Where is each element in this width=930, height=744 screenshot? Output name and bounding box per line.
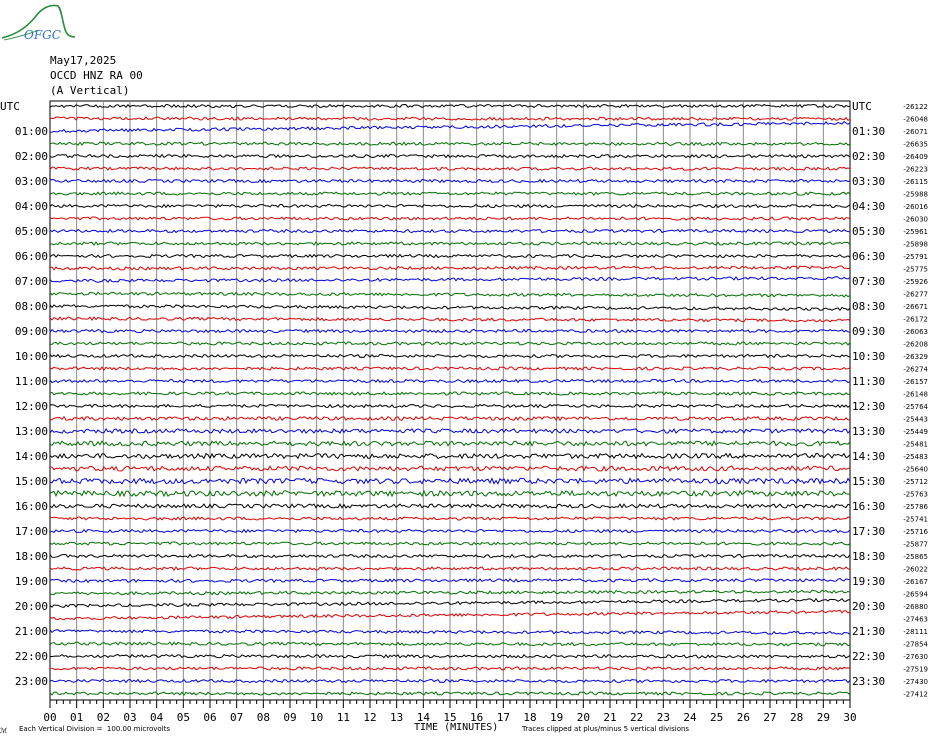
trace-offset-label: -26148 [903, 390, 928, 399]
x-tick-label: 02 [96, 711, 110, 724]
left-hour-label: 06:00 [14, 250, 48, 263]
clip-note: Traces clipped at plus/minus 5 vertical divisions [522, 725, 690, 733]
trace-offset-label: -26409 [903, 153, 928, 161]
right-halfhour-label: 18:30 [852, 550, 886, 563]
right-halfhour-label: 08:30 [852, 300, 886, 313]
right-halfhour-label: 11:30 [852, 375, 886, 388]
left-hour-label: 11:00 [14, 375, 48, 388]
left-hour-label: 04:00 [14, 200, 48, 213]
right-halfhour-label: 05:30 [852, 225, 886, 238]
right-axis-header: UTC [852, 100, 872, 113]
x-tick-label: 17 [496, 711, 510, 724]
right-halfhour-label: 07:30 [852, 275, 886, 288]
trace-offset-label: -26277 [903, 290, 928, 299]
trace-offset-label: -27463 [903, 615, 928, 624]
trace-offset-label: -27430 [903, 678, 928, 686]
x-axis-title: TIME (MINUTES) [414, 722, 499, 733]
trace-offset-label: -25763 [903, 490, 928, 499]
x-tick-label: 24 [683, 711, 697, 724]
trace-offset-label: -26208 [903, 340, 928, 349]
trace-offset-label: -25764 [903, 403, 928, 411]
right-halfhour-label: 10:30 [852, 350, 886, 363]
trace-offset-label: -25712 [903, 478, 928, 486]
x-tick-label: 06 [203, 711, 217, 724]
trace-offset-label: -26030 [903, 215, 928, 224]
right-halfhour-label: 06:30 [852, 250, 886, 263]
trace-offset-label: -25926 [903, 278, 928, 286]
logo-text: OFGC [24, 28, 61, 42]
x-tick-label: 03 [123, 711, 137, 724]
trace-offset-label: -25443 [903, 415, 928, 424]
trace-offset-label: -27519 [903, 665, 928, 674]
left-hour-label: 01:00 [14, 125, 48, 138]
x-tick-label: 11 [336, 711, 350, 724]
left-axis-header: UTC [0, 100, 20, 113]
trace-offset-label: -26115 [903, 178, 928, 186]
trace-offset-label: -26594 [903, 590, 928, 599]
right-halfhour-label: 12:30 [852, 400, 886, 413]
trace-offset-label: -26172 [903, 315, 928, 324]
trace-offset-label: -27630 [903, 653, 928, 661]
trace-offset-label: -26157 [903, 378, 928, 386]
left-hour-label: 20:00 [14, 600, 48, 613]
trace-offset-label: -25898 [903, 240, 928, 249]
trace-offset-label: -26048 [903, 115, 928, 124]
left-hour-label: 13:00 [14, 425, 48, 438]
x-tick-label: 19 [550, 711, 564, 724]
x-tick-label: 04 [150, 711, 164, 724]
chart-date: May17,2025 [50, 54, 117, 67]
left-hour-label: 16:00 [14, 500, 48, 513]
right-halfhour-label: 03:30 [852, 175, 886, 188]
right-halfhour-label: 23:30 [852, 675, 886, 688]
x-tick-label: 10 [310, 711, 324, 724]
trace-offset-label: -25640 [903, 465, 928, 474]
right-halfhour-label: 17:30 [852, 525, 886, 538]
x-tick-label: 15 [443, 711, 457, 724]
x-tick-label: 20 [576, 711, 590, 724]
right-halfhour-label: 20:30 [852, 600, 886, 613]
x-tick-label: 07 [230, 711, 244, 724]
trace-offset-label: -26671 [903, 303, 928, 311]
trace-offset-label: -25483 [903, 453, 928, 461]
component-label: (A Vertical) [50, 84, 130, 97]
vertical-division-note: Each Vertical Division = 100.00 microvolts [19, 725, 171, 733]
trace-offset-label: -26274 [903, 365, 928, 374]
left-hour-label: 14:00 [14, 450, 48, 463]
x-tick-label: 01 [70, 711, 84, 724]
x-tick-label: 09 [283, 711, 297, 724]
right-halfhour-label: 02:30 [852, 150, 886, 163]
x-tick-label: 29 [816, 711, 830, 724]
x-tick-label: 21 [603, 711, 617, 724]
x-tick-label: 27 [763, 711, 777, 724]
trace-offset-label: -25775 [903, 265, 928, 274]
trace-offset-label: -26022 [903, 565, 928, 574]
x-tick-label: 05 [176, 711, 190, 724]
left-hour-label: 09:00 [14, 325, 48, 338]
x-tick-label: 23 [656, 711, 670, 724]
x-tick-label: 14 [416, 711, 430, 724]
left-hour-label: 10:00 [14, 350, 48, 363]
trace-offset-label: -25741 [903, 515, 928, 524]
left-hour-label: 03:00 [14, 175, 48, 188]
left-hour-label: 21:00 [14, 625, 48, 638]
trace-offset-label: -26122 [903, 103, 928, 111]
x-tick-label: 26 [736, 711, 750, 724]
x-tick-label: 30 [843, 711, 857, 724]
station-name: OCCD HNZ RA 00 [50, 69, 143, 82]
trace-offset-label: -26880 [903, 603, 928, 611]
x-tick-label: 16 [470, 711, 484, 724]
right-halfhour-label: 19:30 [852, 575, 886, 588]
trace-offset-label: -26167 [903, 578, 928, 586]
left-hour-label: 23:00 [14, 675, 48, 688]
right-halfhour-label: 14:30 [852, 450, 886, 463]
trace-offset-label: -26635 [903, 140, 928, 149]
left-hour-label: 07:00 [14, 275, 48, 288]
left-hour-label: 19:00 [14, 575, 48, 588]
left-hour-label: 08:00 [14, 300, 48, 313]
x-tick-label: 25 [710, 711, 724, 724]
x-tick-label: 18 [523, 711, 537, 724]
left-hour-label: 18:00 [14, 550, 48, 563]
right-halfhour-label: 16:30 [852, 500, 886, 513]
trace-offset-label: -26016 [903, 203, 928, 211]
right-halfhour-label: 04:30 [852, 200, 886, 213]
trace-offset-label: -25786 [903, 503, 928, 511]
trace-offset-label: -26063 [903, 328, 928, 336]
corner-mark: ℳ [0, 727, 8, 735]
trace-offset-label: -25961 [903, 228, 928, 236]
x-tick-label: 22 [630, 711, 644, 724]
x-tick-label: 12 [363, 711, 377, 724]
right-halfhour-label: 22:30 [852, 650, 886, 663]
right-halfhour-label: 21:30 [852, 625, 886, 638]
trace-offset-label: -25449 [903, 428, 928, 436]
left-hour-label: 15:00 [14, 475, 48, 488]
trace-offset-label: -27854 [903, 640, 928, 649]
right-halfhour-label: 13:30 [852, 425, 886, 438]
left-hour-label: 22:00 [14, 650, 48, 663]
trace-offset-label: -27412 [903, 690, 928, 699]
x-tick-label: 08 [256, 711, 270, 724]
trace-offset-label: -25791 [903, 253, 928, 261]
trace-offset-label: -25716 [903, 528, 928, 536]
left-hour-label: 02:00 [14, 150, 48, 163]
x-tick-label: 13 [390, 711, 404, 724]
trace-offset-label: -26329 [903, 353, 928, 361]
x-tick-label: 00 [43, 711, 57, 724]
trace-offset-label: -26071 [903, 128, 928, 136]
left-hour-label: 12:00 [14, 400, 48, 413]
trace-offset-label: -26223 [903, 165, 928, 174]
trace-offset-label: -25988 [903, 190, 928, 199]
trace-offset-label: -25865 [903, 553, 928, 561]
left-hour-label: 05:00 [14, 225, 48, 238]
right-halfhour-label: 01:30 [852, 125, 886, 138]
right-halfhour-label: 15:30 [852, 475, 886, 488]
trace-offset-label: -25481 [903, 440, 928, 449]
left-hour-label: 17:00 [14, 525, 48, 538]
trace-offset-label: -28111 [903, 628, 928, 636]
x-tick-label: 28 [790, 711, 804, 724]
right-halfhour-label: 09:30 [852, 325, 886, 338]
trace-offset-label: -25877 [903, 540, 928, 549]
